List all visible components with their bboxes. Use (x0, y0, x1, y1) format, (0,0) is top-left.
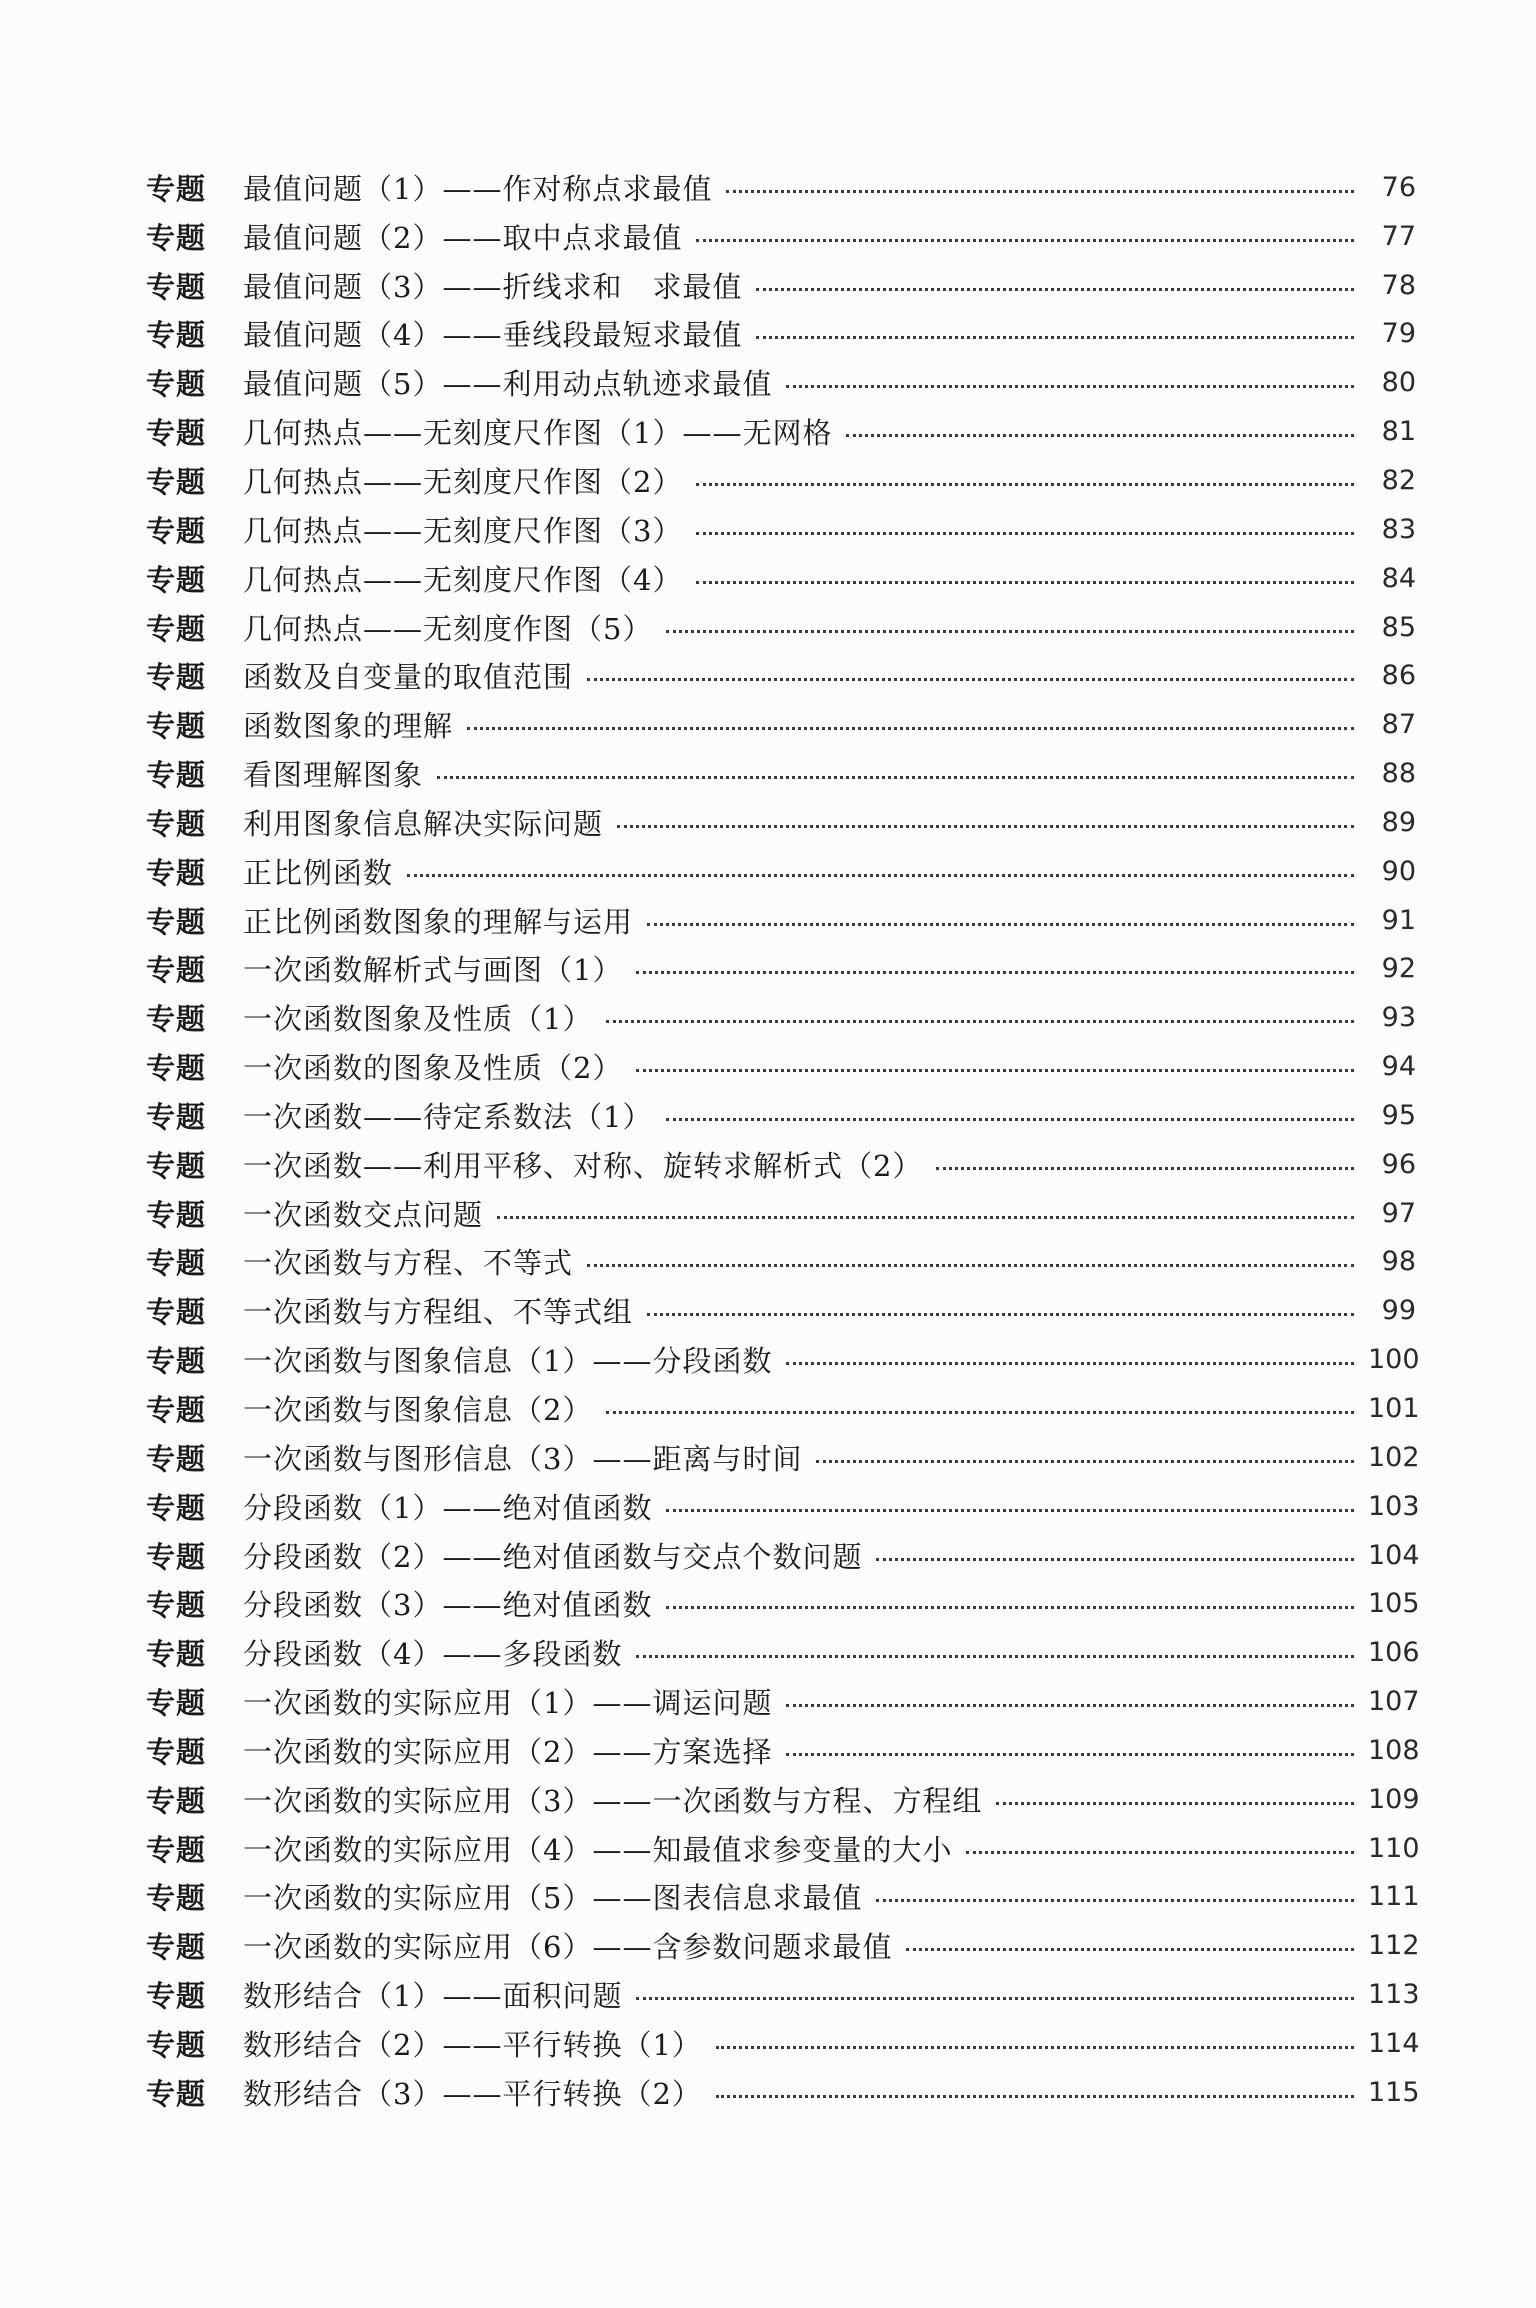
toc-dot-leader (636, 971, 1354, 974)
toc-dot-leader (786, 1362, 1354, 1365)
toc-entry-page-number: 79 (1381, 318, 1416, 350)
toc-entry (146, 896, 1416, 945)
toc-entry-title: 几何热点——无刻度尺作图（2） (243, 464, 683, 499)
toc-dot-leader (617, 825, 1354, 828)
toc-dot-leader (587, 1264, 1354, 1267)
toc-entry-title: 一次函数的实际应用（4）——知最值求参变量的大小 (243, 1832, 953, 1867)
toc-entry-tag: 专题 (146, 953, 207, 988)
toc-entry-page-number: 83 (1381, 513, 1416, 545)
toc-entry-tag: 专题 (146, 1441, 207, 1476)
toc-entry-title: 几何热点——无刻度尺作图（3） (243, 513, 683, 548)
toc-entry-tag: 专题 (146, 1783, 207, 1818)
toc-dot-leader (846, 434, 1354, 437)
toc-dot-leader (716, 2046, 1354, 2049)
toc-entry (146, 1970, 1420, 2019)
toc-dot-leader (587, 678, 1354, 681)
toc-entry-title: 最值问题（2）——取中点求最值 (243, 220, 683, 255)
toc-entry-page-number: 113 (1368, 1979, 1420, 2011)
toc-dot-leader (636, 1069, 1354, 1072)
toc-entry (146, 505, 1416, 554)
toc-dot-leader (906, 1948, 1354, 1951)
table-of-contents (146, 163, 1420, 2117)
toc-entry (146, 847, 1416, 896)
toc-entry-title: 正比例函数 (243, 855, 394, 890)
toc-entry-tag: 专题 (146, 1588, 207, 1623)
toc-dot-leader (467, 727, 1354, 730)
toc-entry (146, 1873, 1420, 1922)
toc-entry (146, 1189, 1416, 1238)
toc-entry-page-number: 77 (1381, 220, 1416, 252)
toc-dot-leader (647, 923, 1354, 926)
toc-entry-page-number: 78 (1381, 269, 1416, 301)
toc-entry-title: 几何热点——无刻度作图（5） (243, 611, 653, 646)
toc-entry-title: 一次函数与方程组、不等式组 (243, 1295, 634, 1330)
toc-dot-leader (497, 1216, 1354, 1219)
toc-entry-tag: 专题 (146, 562, 207, 597)
toc-dot-leader (876, 1558, 1354, 1561)
toc-entry-tag: 专题 (146, 1881, 207, 1916)
toc-dot-leader (696, 239, 1354, 242)
toc-entry-title: 一次函数——利用平移、对称、旋转求解析式（2） (243, 1148, 923, 1183)
toc-dot-leader (647, 1313, 1354, 1316)
toc-dot-leader (696, 483, 1354, 486)
toc-entry-tag: 专题 (146, 367, 207, 402)
toc-entry (146, 993, 1416, 1042)
toc-entry-title: 一次函数——待定系数法（1） (243, 1099, 653, 1134)
toc-entry-tag: 专题 (146, 1051, 207, 1086)
toc-entry-page-number: 93 (1381, 1002, 1416, 1034)
toc-entry-page-number: 102 (1368, 1441, 1420, 1473)
toc-dot-leader (636, 1655, 1354, 1658)
toc-entry-page-number: 91 (1381, 904, 1416, 936)
toc-entry (146, 1286, 1416, 1335)
toc-entry-title: 几何热点——无刻度尺作图（1）——无网格 (243, 416, 833, 451)
toc-dot-leader (666, 1118, 1354, 1121)
toc-entry-tag: 专题 (146, 758, 207, 793)
toc-entry (146, 700, 1416, 749)
toc-dot-leader (696, 581, 1354, 584)
toc-entry (146, 1482, 1420, 1531)
toc-entry-tag: 专题 (146, 1148, 207, 1183)
toc-entry (146, 651, 1416, 700)
toc-entry-tag: 专题 (146, 855, 207, 890)
toc-dot-leader (666, 1606, 1354, 1609)
toc-entry-tag: 专题 (146, 318, 207, 353)
toc-entry (146, 1628, 1420, 1677)
toc-dot-leader (696, 532, 1354, 535)
toc-entry-tag: 专题 (146, 1002, 207, 1037)
toc-entry (146, 554, 1416, 603)
toc-entry-title: 正比例函数图象的理解与运用 (243, 904, 634, 939)
toc-entry (146, 2019, 1420, 2068)
toc-entry-page-number: 92 (1381, 953, 1416, 985)
toc-entry (146, 407, 1416, 456)
toc-entry (146, 1921, 1420, 1970)
toc-entry (146, 749, 1416, 798)
toc-entry (146, 310, 1416, 359)
toc-entry-page-number: 89 (1381, 806, 1416, 838)
toc-entry-page-number: 99 (1381, 1295, 1416, 1327)
toc-dot-leader (786, 1704, 1354, 1707)
toc-entry-title: 一次函数解析式与画图（1） (243, 953, 623, 988)
toc-entry-title: 一次函数图象及性质（1） (243, 1002, 593, 1037)
toc-entry-page-number: 84 (1381, 562, 1416, 594)
toc-entry-page-number: 87 (1381, 709, 1416, 741)
toc-entry-page-number: 106 (1368, 1637, 1420, 1669)
toc-entry-page-number: 112 (1368, 1930, 1420, 1962)
toc-entry-tag: 专题 (146, 1490, 207, 1525)
toc-dot-leader (606, 1020, 1354, 1023)
toc-entry-title: 函数图象的理解 (243, 709, 454, 744)
toc-dot-leader (407, 874, 1354, 877)
toc-entry-page-number: 115 (1368, 2076, 1420, 2108)
toc-entry-page-number: 109 (1368, 1783, 1420, 1815)
toc-entry (146, 1335, 1420, 1384)
toc-entry (146, 1824, 1420, 1873)
toc-dot-leader (726, 190, 1354, 193)
toc-dot-leader (786, 385, 1354, 388)
toc-entry-tag: 专题 (146, 660, 207, 695)
toc-dot-leader (716, 2095, 1354, 2098)
toc-dot-leader (786, 1753, 1354, 1756)
toc-entry-page-number: 110 (1368, 1832, 1420, 1864)
toc-entry-title: 一次函数与图象信息（2） (243, 1393, 593, 1428)
toc-entry-title: 一次函数与图象信息（1）——分段函数 (243, 1344, 773, 1379)
toc-entry-page-number: 86 (1381, 660, 1416, 692)
toc-entry-tag: 专题 (146, 171, 207, 206)
toc-entry-page-number: 88 (1381, 758, 1416, 790)
toc-entry-page-number: 111 (1368, 1881, 1420, 1913)
toc-entry (146, 1384, 1420, 1433)
toc-entry (146, 1433, 1420, 1482)
toc-dot-leader (606, 1411, 1354, 1414)
toc-entry-page-number: 114 (1368, 2027, 1420, 2059)
toc-entry-title: 一次函数与方程、不等式 (243, 1246, 574, 1281)
toc-entry-page-number: 103 (1368, 1490, 1420, 1522)
toc-entry-tag: 专题 (146, 904, 207, 939)
toc-entry (146, 1775, 1420, 1824)
toc-entry-title: 最值问题（3）——折线求和 求最值 (243, 269, 743, 304)
toc-entry-tag: 专题 (146, 1539, 207, 1574)
toc-dot-leader (666, 630, 1354, 633)
toc-entry-title: 数形结合（1）——面积问题 (243, 1979, 623, 2014)
toc-entry-title: 利用图象信息解决实际问题 (243, 806, 604, 841)
toc-entry-title: 看图理解图象 (243, 758, 424, 793)
toc-entry-tag: 专题 (146, 1637, 207, 1672)
toc-entry-tag: 专题 (146, 2027, 207, 2062)
toc-entry-title: 分段函数（2）——绝对值函数与交点个数问题 (243, 1539, 863, 1574)
toc-dot-leader (966, 1851, 1354, 1854)
toc-entry-title: 一次函数交点问题 (243, 1197, 484, 1232)
toc-entry-title: 一次函数的实际应用（5）——图表信息求最值 (243, 1881, 863, 1916)
toc-entry-page-number: 81 (1381, 416, 1416, 448)
toc-entry-tag: 专题 (146, 269, 207, 304)
toc-entry-page-number: 97 (1381, 1197, 1416, 1229)
toc-entry-page-number: 95 (1381, 1099, 1416, 1131)
toc-dot-leader (756, 336, 1354, 339)
toc-entry-page-number: 82 (1381, 464, 1416, 496)
toc-entry-page-number: 80 (1381, 367, 1416, 399)
toc-entry-tag: 专题 (146, 1295, 207, 1330)
toc-entry-tag: 专题 (146, 1832, 207, 1867)
toc-entry (146, 603, 1416, 652)
toc-entry-title: 最值问题（5）——利用动点轨迹求最值 (243, 367, 773, 402)
toc-entry-tag: 专题 (146, 1099, 207, 1134)
toc-dot-leader (666, 1509, 1354, 1512)
toc-entry-title: 函数及自变量的取值范围 (243, 660, 574, 695)
toc-entry (146, 261, 1416, 310)
toc-entry-tag: 专题 (146, 1246, 207, 1281)
toc-entry-page-number: 108 (1368, 1734, 1420, 1766)
toc-dot-leader (876, 1899, 1354, 1902)
toc-entry (146, 456, 1416, 505)
toc-entry-title: 分段函数（1）——绝对值函数 (243, 1490, 653, 1525)
toc-entry-tag: 专题 (146, 1344, 207, 1379)
toc-dot-leader (756, 288, 1354, 291)
toc-entry-title: 分段函数（4）——多段函数 (243, 1637, 623, 1672)
toc-dot-leader (636, 1997, 1354, 2000)
toc-dot-leader (816, 1460, 1354, 1463)
toc-entry-title: 最值问题（4）——垂线段最短求最值 (243, 318, 743, 353)
toc-entry-tag: 专题 (146, 220, 207, 255)
toc-entry-tag: 专题 (146, 1979, 207, 2014)
toc-entry (146, 163, 1416, 212)
toc-entry-page-number: 100 (1368, 1344, 1420, 1376)
toc-entry-page-number: 107 (1368, 1686, 1420, 1718)
toc-entry-tag: 专题 (146, 1197, 207, 1232)
toc-dot-leader (996, 1802, 1354, 1805)
toc-entry-page-number: 90 (1381, 855, 1416, 887)
toc-entry (146, 212, 1416, 261)
toc-entry (146, 2068, 1420, 2117)
toc-entry (146, 1238, 1416, 1287)
toc-entry-title: 分段函数（3）——绝对值函数 (243, 1588, 653, 1623)
toc-entry-tag: 专题 (146, 464, 207, 499)
toc-entry-page-number: 76 (1381, 171, 1416, 203)
toc-entry-page-number: 104 (1368, 1539, 1420, 1571)
toc-entry-tag: 专题 (146, 1930, 207, 1965)
toc-entry-page-number: 94 (1381, 1051, 1416, 1083)
toc-entry (146, 1726, 1420, 1775)
toc-entry-title: 数形结合（3）——平行转换（2） (243, 2076, 702, 2111)
toc-entry (146, 945, 1416, 994)
toc-entry (146, 1677, 1420, 1726)
toc-entry-tag: 专题 (146, 1393, 207, 1428)
toc-entry-tag: 专题 (146, 1734, 207, 1769)
toc-entry-title: 一次函数的实际应用（6）——含参数问题求最值 (243, 1930, 893, 1965)
toc-entry (146, 1579, 1420, 1628)
toc-entry-title: 一次函数的实际应用（1）——调运问题 (243, 1686, 773, 1721)
toc-dot-leader (936, 1167, 1354, 1170)
toc-entry-page-number: 101 (1368, 1393, 1420, 1425)
toc-entry-title: 一次函数的图象及性质（2） (243, 1051, 623, 1086)
toc-entry (146, 1531, 1420, 1580)
toc-entry-tag: 专题 (146, 513, 207, 548)
toc-entry-title: 一次函数的实际应用（3）——一次函数与方程、方程组 (243, 1783, 983, 1818)
toc-entry-page-number: 85 (1381, 611, 1416, 643)
toc-entry (146, 798, 1416, 847)
toc-entry-page-number: 98 (1381, 1246, 1416, 1278)
toc-entry-tag: 专题 (146, 2076, 207, 2111)
toc-entry-tag: 专题 (146, 806, 207, 841)
toc-entry-page-number: 96 (1381, 1148, 1416, 1180)
toc-entry-title: 数形结合（2）——平行转换（1） (243, 2027, 702, 2062)
toc-dot-leader (437, 776, 1354, 779)
toc-entry-title: 一次函数与图形信息（3）——距离与时间 (243, 1441, 803, 1476)
toc-entry-tag: 专题 (146, 611, 207, 646)
toc-entry-tag: 专题 (146, 416, 207, 451)
toc-entry (146, 1140, 1416, 1189)
toc-entry (146, 1091, 1416, 1140)
toc-entry-tag: 专题 (146, 709, 207, 744)
toc-entry-title: 几何热点——无刻度尺作图（4） (243, 562, 683, 597)
toc-entry (146, 358, 1416, 407)
toc-entry (146, 1042, 1416, 1091)
toc-entry-page-number: 105 (1368, 1588, 1420, 1620)
toc-entry-title: 最值问题（1）——作对称点求最值 (243, 171, 713, 206)
toc-entry-title: 一次函数的实际应用（2）——方案选择 (243, 1734, 773, 1769)
toc-entry-tag: 专题 (146, 1686, 207, 1721)
